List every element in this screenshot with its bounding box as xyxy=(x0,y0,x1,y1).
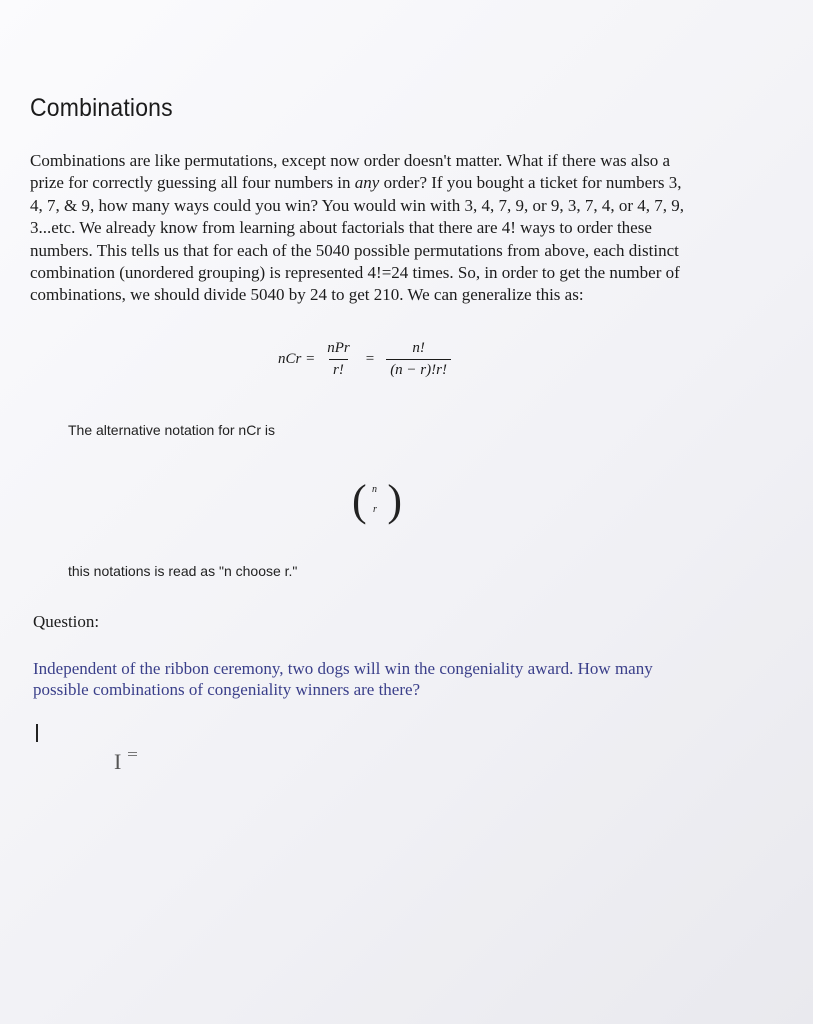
question-line-2: possible combinations of congeniality winners are there? xyxy=(33,680,421,699)
fraction-1-denominator: r! xyxy=(329,359,348,379)
intro-line-7: combinations, we should divide 5040 by 24 to get 210. We can generalize this as: xyxy=(30,285,584,305)
binom-right-paren: ) xyxy=(387,476,402,525)
intro-line-3: 4, 7, & 9, how many ways could you win? You would win with 3, 4, 7, 9, or 9, 3, 7, 4, or 4, 7, 9, xyxy=(30,195,685,215)
fraction-1-numerator: nPr xyxy=(327,340,350,356)
question-label: Question: xyxy=(33,612,100,631)
intro-line-1: Combinations are like permutations, except now order doesn't matter. What if there was also a xyxy=(30,151,671,170)
binomial-notation xyxy=(352,478,402,528)
fraction-2-denominator: (n − r)!r! xyxy=(386,359,451,379)
question-line-1: Independent of the ribbon ceremony, two dogs will win the congeniality award. How many xyxy=(33,659,653,678)
notation-reading-note: this notations is read as "n choose r." xyxy=(68,563,298,579)
intro-line-4: 3...etc. We already know from learning about factorials that there are 4! ways to order these xyxy=(30,218,652,238)
binom-top: n xyxy=(372,484,377,495)
text-caret[interactable] xyxy=(36,724,38,742)
combination-formula xyxy=(278,340,459,379)
intro-paragraph xyxy=(30,150,790,307)
binom-left-paren: ( xyxy=(352,476,367,525)
intro-line-2 xyxy=(30,172,790,194)
fraction-npr-over-rfact xyxy=(323,340,354,379)
page-title: Combinations xyxy=(30,94,173,122)
intro-line-5: numbers. This tells us that for each of the 5040 possible permutations from above, each distinct xyxy=(30,240,679,260)
ibeam-cursor-icon: I xyxy=(114,749,122,774)
formula-equals: = xyxy=(365,351,375,367)
fraction-nfact-over-factorials xyxy=(386,340,451,379)
cursor-lines-icon xyxy=(128,752,137,760)
intro-line-6: combination (unordered grouping) is represented 4!=24 times. So, in order to get the number of xyxy=(30,263,680,283)
binom-bottom: r xyxy=(373,504,377,515)
question-text xyxy=(33,658,773,700)
intro-line-2-emphasis: any xyxy=(354,173,380,193)
intro-line-2b: order? If you bought a ticket for numbers 3, xyxy=(383,173,682,193)
alternative-notation-note: The alternative notation for nCr is xyxy=(68,422,275,438)
formula-lhs: nCr = xyxy=(278,351,316,367)
intro-line-2a: prize for correctly guessing all four numbers in xyxy=(30,173,351,193)
fraction-2-numerator: n! xyxy=(412,340,425,356)
